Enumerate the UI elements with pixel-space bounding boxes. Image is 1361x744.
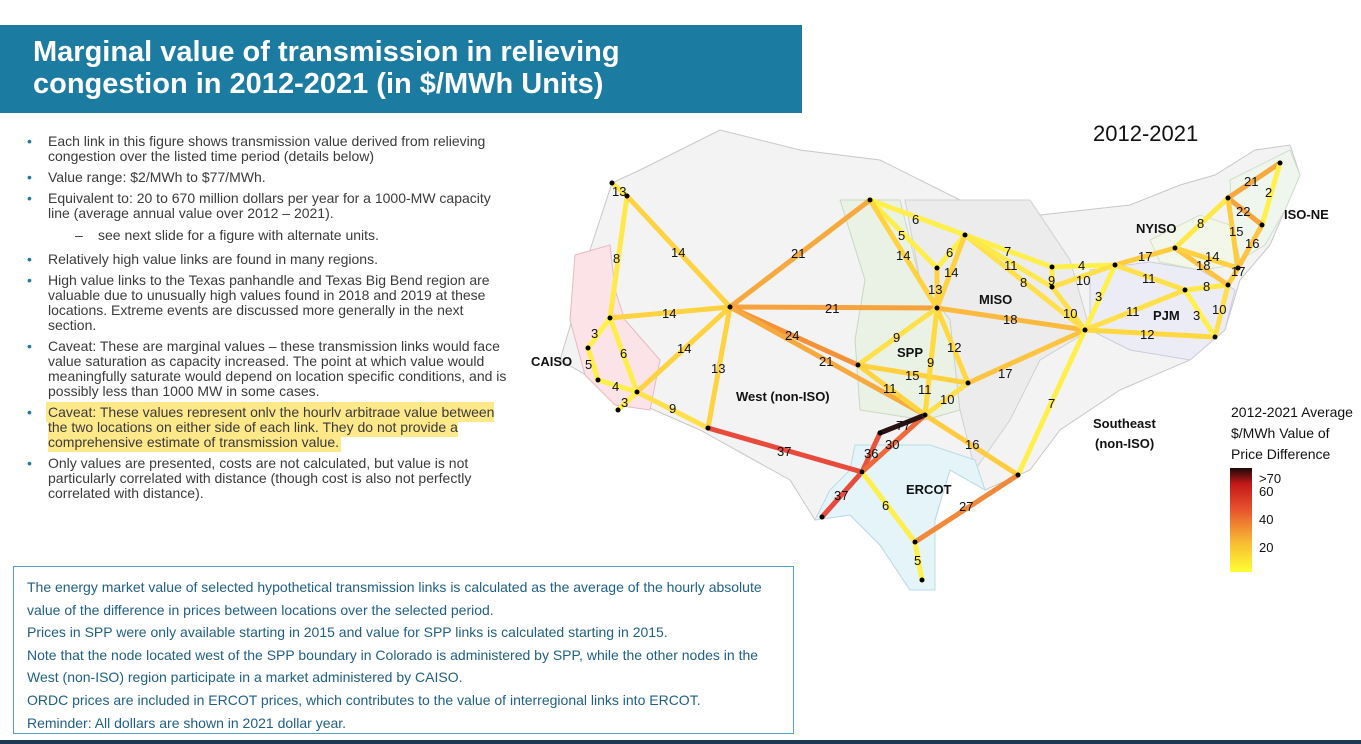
link-label: 10 bbox=[1076, 273, 1091, 288]
sub-bullet-item: – see next slide for a figure with alternate units. bbox=[27, 228, 507, 243]
node bbox=[728, 305, 733, 310]
node bbox=[923, 413, 928, 418]
link-label: 14 bbox=[677, 341, 692, 356]
note-line: Note that the node located west of the SPP boundary in Colorado is administered by SPP, while the other nodes in the West (non-ISO) region participate in a market administered by CAISO. bbox=[27, 646, 759, 686]
note-line: Prices in SPP were only available starting in 2015 and value for SPP links is calculated starting in 2015. bbox=[27, 624, 668, 641]
link-label: 9 bbox=[1048, 273, 1056, 288]
node bbox=[1113, 263, 1118, 268]
link-label: 14 bbox=[662, 306, 677, 321]
node bbox=[966, 381, 971, 386]
node bbox=[935, 266, 940, 271]
node bbox=[1260, 223, 1265, 228]
link-label: 3 bbox=[621, 395, 629, 410]
region-label-west: West (non-ISO) bbox=[736, 389, 830, 404]
link-label: 8 bbox=[1020, 275, 1028, 290]
link-label: 5 bbox=[898, 228, 906, 243]
legend-tick: 40 bbox=[1259, 512, 1274, 527]
link-label: 4 bbox=[612, 379, 620, 394]
link-label: 11 bbox=[1004, 258, 1018, 273]
link-label: 8 bbox=[613, 251, 621, 266]
color-legend bbox=[1230, 404, 1353, 572]
link-label: 24 bbox=[785, 328, 800, 343]
region-label-pjm: PJM bbox=[1153, 308, 1180, 323]
link-label: 9 bbox=[927, 355, 935, 370]
node bbox=[608, 316, 613, 321]
link-label: 4 bbox=[1078, 258, 1086, 273]
link-label: 17 bbox=[998, 366, 1013, 381]
region-label-spp: SPP bbox=[897, 345, 924, 360]
node bbox=[1016, 473, 1021, 478]
node bbox=[860, 470, 865, 475]
link-label: 10 bbox=[1212, 302, 1227, 317]
link-label: 12 bbox=[1140, 327, 1155, 342]
bullet-item: • Relatively high value links are found in many regions. bbox=[27, 252, 507, 267]
link-label: 7 bbox=[1048, 396, 1056, 411]
link-label: 36 bbox=[864, 446, 879, 461]
link-label: 2 bbox=[1265, 185, 1273, 200]
link-label: 5 bbox=[914, 553, 922, 568]
node bbox=[1278, 161, 1283, 166]
link-label: 16 bbox=[965, 437, 980, 452]
link-label: 6 bbox=[912, 212, 920, 227]
link-label: 17 bbox=[1231, 264, 1246, 279]
link-label: 14 bbox=[896, 248, 911, 263]
link-label: 21 bbox=[825, 301, 840, 316]
link-label: 21 bbox=[1244, 174, 1259, 189]
note-line: The energy market value of selected hypothetical transmission links is calculated as the average of the hourly absolute value of the difference in prices between locations over the selected period. bbox=[27, 579, 762, 618]
node bbox=[913, 540, 918, 545]
region-label-miso: MISO bbox=[979, 292, 1013, 307]
link-label: 22 bbox=[1236, 204, 1251, 219]
link-label: 7 bbox=[1004, 244, 1012, 259]
link-label: 18 bbox=[1003, 312, 1018, 327]
bullet-item: • High value links to the Texas panhandle and Texas Big Bend region are valuable due to unusually high values found in 2018 and 2019 at these locations. Extreme events are discussed more generally in the next section. bbox=[27, 273, 507, 333]
link-label: 21 bbox=[791, 246, 806, 261]
region-label-southeast: Southeast bbox=[1093, 416, 1156, 431]
node bbox=[920, 578, 925, 583]
page-title: Marginal value of transmission in relieving congestion in 2012-2021 (in $/MWh Units) bbox=[33, 36, 620, 100]
link-label: 18 bbox=[1196, 258, 1211, 273]
link-label: 6 bbox=[946, 245, 954, 260]
link-label: 3 bbox=[1193, 308, 1201, 323]
node bbox=[935, 306, 940, 311]
node bbox=[963, 233, 968, 238]
node bbox=[616, 408, 621, 413]
link-label: 3 bbox=[1095, 289, 1103, 304]
node bbox=[1083, 328, 1088, 333]
bottom-strip bbox=[0, 740, 1361, 744]
legend-title-line1: 2012-2021 Average bbox=[1231, 404, 1353, 420]
bullet-item: • Caveat: These are marginal values – these transmission links would face value saturation as capacity increased. The point at which value would meaningfully saturate would depend on location specific conditions, and is possibly less than 1000 MW in some cases. bbox=[27, 339, 507, 399]
node bbox=[878, 431, 883, 436]
link-label: 9 bbox=[669, 401, 677, 416]
link-label: 14 bbox=[671, 245, 686, 260]
node bbox=[1173, 246, 1178, 251]
node bbox=[1050, 265, 1055, 270]
node bbox=[1226, 283, 1231, 288]
legend-title-line3: Price Difference bbox=[1231, 446, 1331, 462]
legend-tick: >70 bbox=[1259, 471, 1282, 486]
region-label-southeast-sub: (non-ISO) bbox=[1095, 436, 1155, 451]
link-label: 11 bbox=[883, 381, 897, 396]
link-label: 8 bbox=[1203, 279, 1211, 294]
note-line: ORDC prices are included in ERCOT prices, which contributes to the value of interregional links into ERCOT. bbox=[27, 691, 701, 708]
link-label: 6 bbox=[620, 346, 628, 361]
node bbox=[706, 426, 711, 431]
link-label: 3 bbox=[591, 326, 599, 341]
link-label: 14 bbox=[1205, 249, 1220, 264]
region-label-ercot: ERCOT bbox=[906, 482, 952, 497]
node bbox=[856, 363, 861, 368]
bullet-item: • Only values are presented, costs are not calculated, but value is not particularly correlated with distance (though cost is also not perfectly correlated with distance). bbox=[27, 456, 507, 501]
link-label: 77 bbox=[896, 418, 911, 433]
link-label: 5 bbox=[585, 357, 593, 372]
link-label: 37 bbox=[834, 488, 849, 503]
legend-title-line2: $/MWh Value of bbox=[1231, 425, 1330, 441]
bullet-item: • Equivalent to: 20 to 670 million dollars per year for a 1000-MW capacity line (average annual value over 2012 – 2021). bbox=[27, 191, 507, 221]
link-label: 10 bbox=[1063, 306, 1078, 321]
link-label: 14 bbox=[944, 265, 959, 280]
node bbox=[635, 390, 640, 395]
region-label-isone: ISO-NE bbox=[1284, 207, 1329, 222]
legend-tick: 60 bbox=[1259, 484, 1274, 499]
link-label: 17 bbox=[1138, 249, 1153, 264]
link-label: 15 bbox=[1229, 224, 1244, 239]
node bbox=[820, 515, 825, 520]
legend-gradient-bar bbox=[1230, 468, 1252, 572]
link-label: 30 bbox=[885, 437, 900, 452]
node bbox=[1183, 288, 1188, 293]
legend-tick: 20 bbox=[1259, 540, 1274, 555]
highlight-text: Caveat: These values represent only the hourly arbitrage value between the two locations on either side of each link. They do not provide a comprehensive estimate of transmission value. bbox=[48, 404, 495, 450]
link-label: 12 bbox=[947, 340, 962, 355]
link-label: 37 bbox=[777, 444, 792, 459]
node bbox=[586, 346, 591, 351]
link-label: 10 bbox=[940, 392, 955, 407]
bullet-item: • Value range: $2/MWh to $77/MWh. bbox=[27, 170, 507, 185]
link-label: 11 bbox=[918, 382, 932, 397]
link-label: 9 bbox=[893, 330, 901, 345]
node bbox=[1226, 196, 1231, 201]
note-line: Reminder: All dollars are shown in 2021 dollar year. bbox=[27, 714, 347, 731]
node bbox=[868, 198, 873, 203]
node bbox=[1213, 335, 1218, 340]
link-label: 16 bbox=[1245, 236, 1260, 251]
link-label: 13 bbox=[711, 361, 726, 376]
link-label: 11 bbox=[1126, 304, 1140, 319]
map-year-label: 2012-2021 bbox=[1093, 121, 1199, 146]
link-label: 15 bbox=[905, 368, 920, 383]
link-label: 8 bbox=[1197, 216, 1205, 231]
link-label: 27 bbox=[959, 499, 974, 514]
bullet-item: • Each link in this figure shows transmission value derived from relieving congestion over the listed time period (details below) bbox=[27, 134, 507, 164]
link-label: 21 bbox=[819, 354, 834, 369]
link-label: 13 bbox=[612, 184, 627, 199]
link-label: 6 bbox=[882, 498, 890, 513]
region-label-nyiso: NYISO bbox=[1136, 221, 1177, 236]
node bbox=[596, 378, 601, 383]
link-label: 13 bbox=[928, 282, 943, 297]
link-label: 11 bbox=[1142, 271, 1156, 286]
region-label-caiso: CAISO bbox=[531, 354, 573, 369]
